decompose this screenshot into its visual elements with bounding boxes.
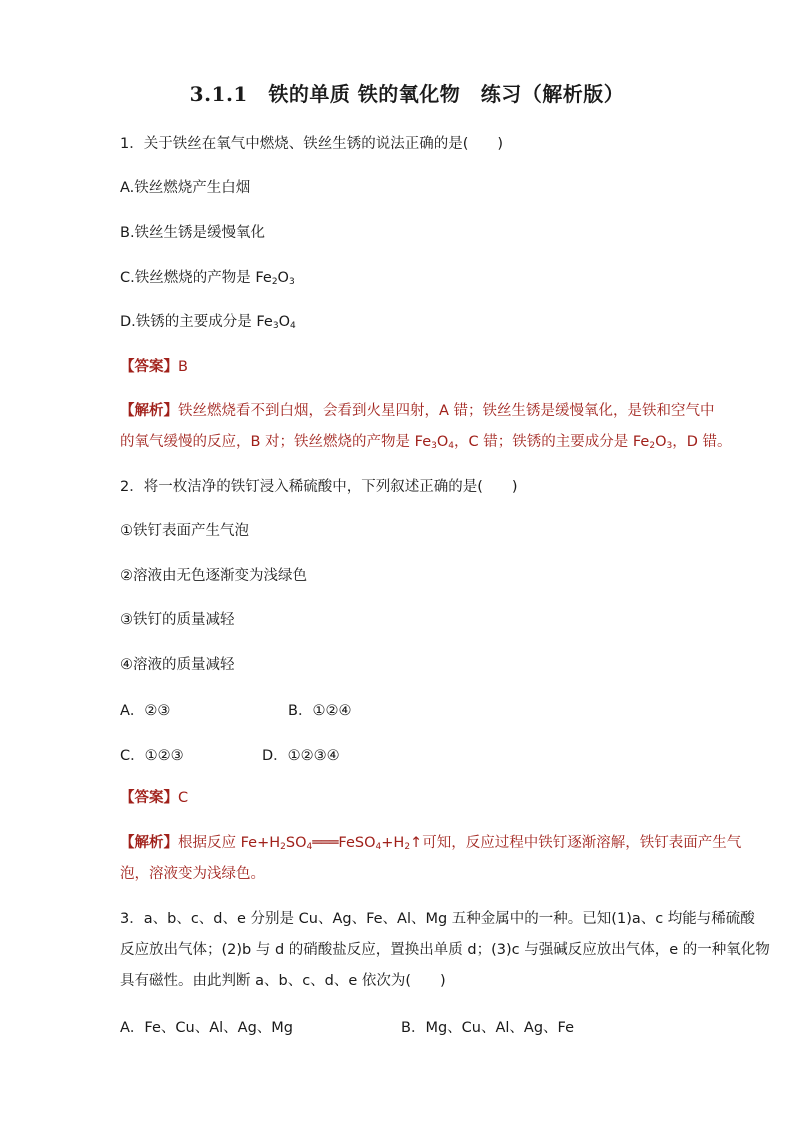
- q2-option-a: A．②③: [120, 703, 171, 719]
- q2-analysis-line1: 【解析】根据反应 $Fe+H_2SO_4═══FeSO_4+H_2↑$可知，反应过程中铁钉逐渐溶解，铁钉表面产生气: [120, 835, 742, 852]
- q1-option-d: D.铁锈的主要成分是 $Fe_3O_4$: [120, 314, 296, 331]
- q2-option-c: C．①②③: [120, 748, 184, 764]
- q1-analysis-line1: 【解析】铁丝燃烧看不到白烟，会看到火星四射，A 错；铁丝生锈是缓慢氧化，是铁和空气中: [120, 403, 715, 419]
- q2-statement-2: ②溶液由无色逐渐变为浅绿色: [120, 568, 307, 584]
- q2-answer: 【答案】C: [120, 790, 189, 806]
- q3-option-a: A．Fe、Cu、Al、Ag、Mg: [120, 1020, 293, 1036]
- q3-option-b: B．Mg、Cu、Al、Ag、Fe: [401, 1020, 575, 1036]
- q2-stem: 2．将一枚洁净的铁钉浸入稀硫酸中，下列叙述正确的是( ): [120, 479, 518, 495]
- q1-analysis-line2: 的氧气缓慢的反应，B 对；铁丝燃烧的产物是 $Fe_3O_4$，C 错；铁锈的主要成分是 $Fe_2O_3$，D 错。: [120, 434, 732, 451]
- q1-option-c: C.铁丝燃烧的产物是 $Fe_2O_3$: [120, 270, 295, 287]
- q1-option-a: A.铁丝燃烧产生白烟: [120, 180, 251, 196]
- q1-answer: 【答案】B: [120, 359, 188, 375]
- q2-analysis-line2: 泡，溶液变为浅绿色。: [120, 866, 265, 882]
- q2-statement-1: ①铁钉表面产生气泡: [120, 523, 249, 539]
- q2-statement-4: ④溶液的质量减轻: [120, 657, 235, 673]
- q2-statement-3: ③铁钉的质量减轻: [120, 612, 235, 628]
- q3-stem-line3: 具有磁性。由此判断 a、b、c、d、e 依次为( ): [120, 973, 446, 989]
- page-title: 3.1.1 铁的单质 铁的氧化物 练习（解析版）: [189, 82, 625, 106]
- q3-stem-line2: 反应放出气体；(2)b 与 d 的硝酸盐反应，置换出单质 d；(3)c 与强碱反应放出气体，e 的一种氧化物: [120, 942, 770, 958]
- q1-stem: 1．关于铁丝在氧气中燃烧、铁丝生锈的说法正确的是( ): [120, 136, 504, 152]
- q1-option-b: B.铁丝生锈是缓慢氧化: [120, 225, 266, 241]
- q2-option-b: B．①②④: [288, 703, 352, 719]
- q2-option-d: D．①②③④: [262, 748, 340, 764]
- q3-stem-line1: 3．a、b、c、d、e 分别是 Cu、Ag、Fe、Al、Mg 五种金属中的一种。已知(1)a、c 均能与稀硫酸: [120, 911, 755, 927]
